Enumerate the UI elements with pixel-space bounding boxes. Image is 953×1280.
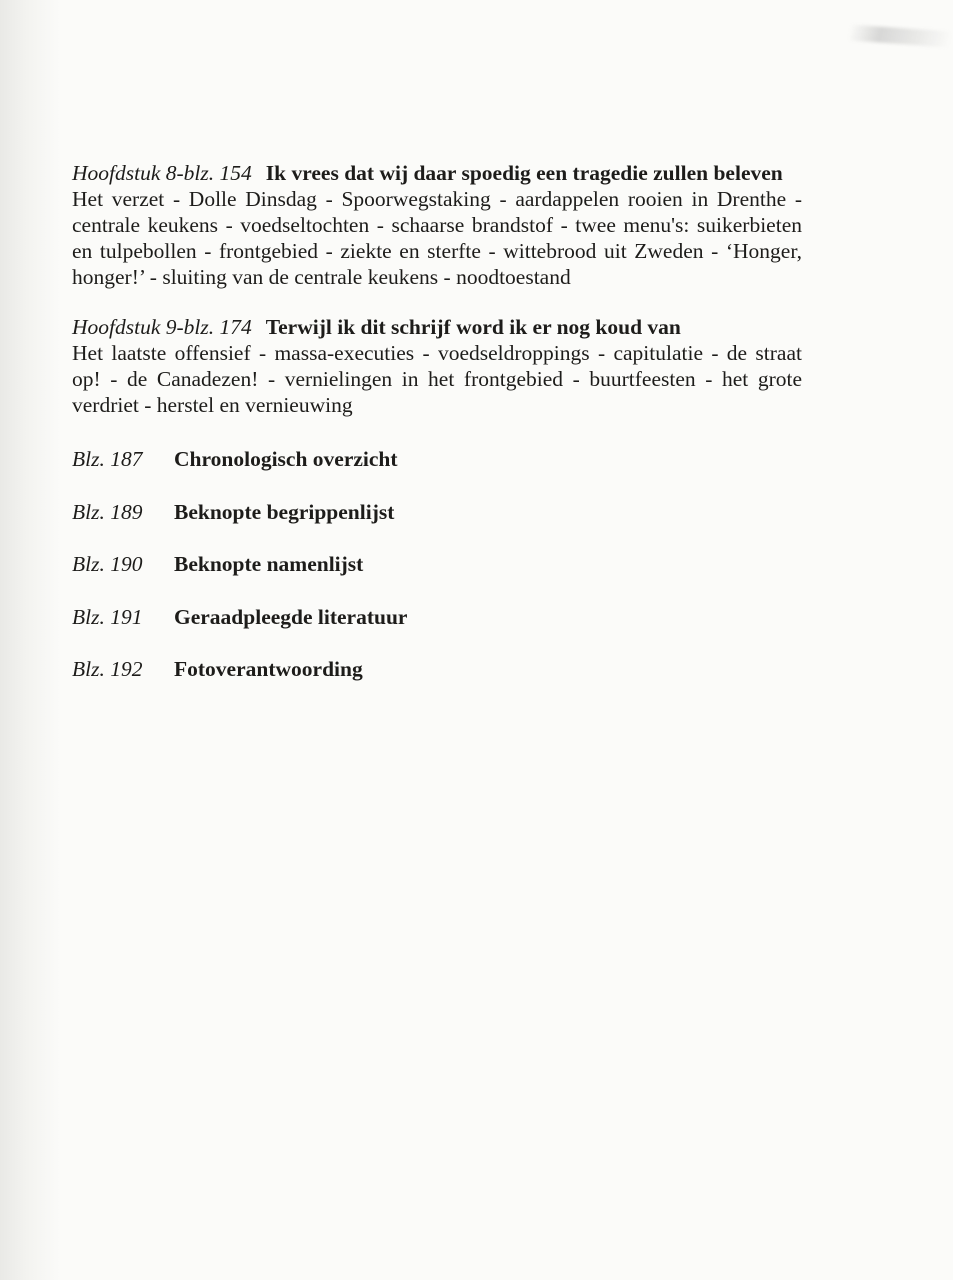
appendix-entry-namenlijst <box>72 551 802 577</box>
appendix-entry-fotoverantwoording <box>72 656 802 682</box>
appendix-entry-ref: Blz. 192 <box>72 657 143 681</box>
chapter-9-entry <box>72 314 802 418</box>
chapter-8-title: Ik vrees dat wij daar spoedig een tragedie zullen beleven <box>265 161 783 185</box>
chapter-9-ref: Hoofdstuk 9-blz. 174 <box>72 315 252 339</box>
appendix-entry-title: Fotoverantwoording <box>174 657 363 681</box>
chapter-9-summary: Het laatste offensief - massa-executies - voedseldroppings - capitulatie - de straat op! - de Canadezen! - vernielingen in het frontgebied - buurtfeesten - het grote verdriet - herstel en vernieuwing <box>72 341 802 417</box>
chapter-8-heading <box>72 160 802 186</box>
appendix-entry-title: Geraadpleegde literatuur <box>174 604 408 629</box>
appendix-entry-ref: Blz. 190 <box>72 552 143 576</box>
paper-scuff-mark <box>850 25 951 48</box>
chapter-9-heading <box>72 314 802 340</box>
chapter-9-title: Terwijl ik dit schrijf word ik er nog koud van <box>265 315 681 339</box>
appendix-entry-literatuur <box>72 604 802 630</box>
chapter-8-ref: Hoofdstuk 8-blz. 154 <box>72 161 252 185</box>
appendix-entry-begrippenlijst <box>72 499 802 525</box>
appendix-list <box>72 446 802 682</box>
page-binding-shadow <box>0 0 60 1280</box>
appendix-entry-ref: Blz. 189 <box>72 499 143 524</box>
appendix-entry-ref: Blz. 191 <box>72 604 143 629</box>
chapter-8-entry <box>72 160 802 290</box>
table-of-contents <box>72 160 802 682</box>
chapter-8-summary: Het verzet - Dolle Dinsdag - Spoorwegstaking - aardappelen rooien in Drenthe - centrale keukens - voedseltochten - schaarse brandstof - twee menu's: suikerbieten en tulpebollen - frontgebied - ziekte en sterfte - wittebrood uit Zweden - ‘Honger, honger!’ - sluiting van de centrale keukens - noodtoestand <box>72 187 802 289</box>
appendix-entry-title: Beknopte begrippenlijst <box>174 499 395 524</box>
appendix-entry-chronologisch <box>72 446 802 472</box>
appendix-entry-title: Beknopte namenlijst <box>174 552 364 576</box>
appendix-entry-ref: Blz. 187 <box>72 447 143 471</box>
appendix-entry-title: Chronologisch overzicht <box>174 447 398 471</box>
